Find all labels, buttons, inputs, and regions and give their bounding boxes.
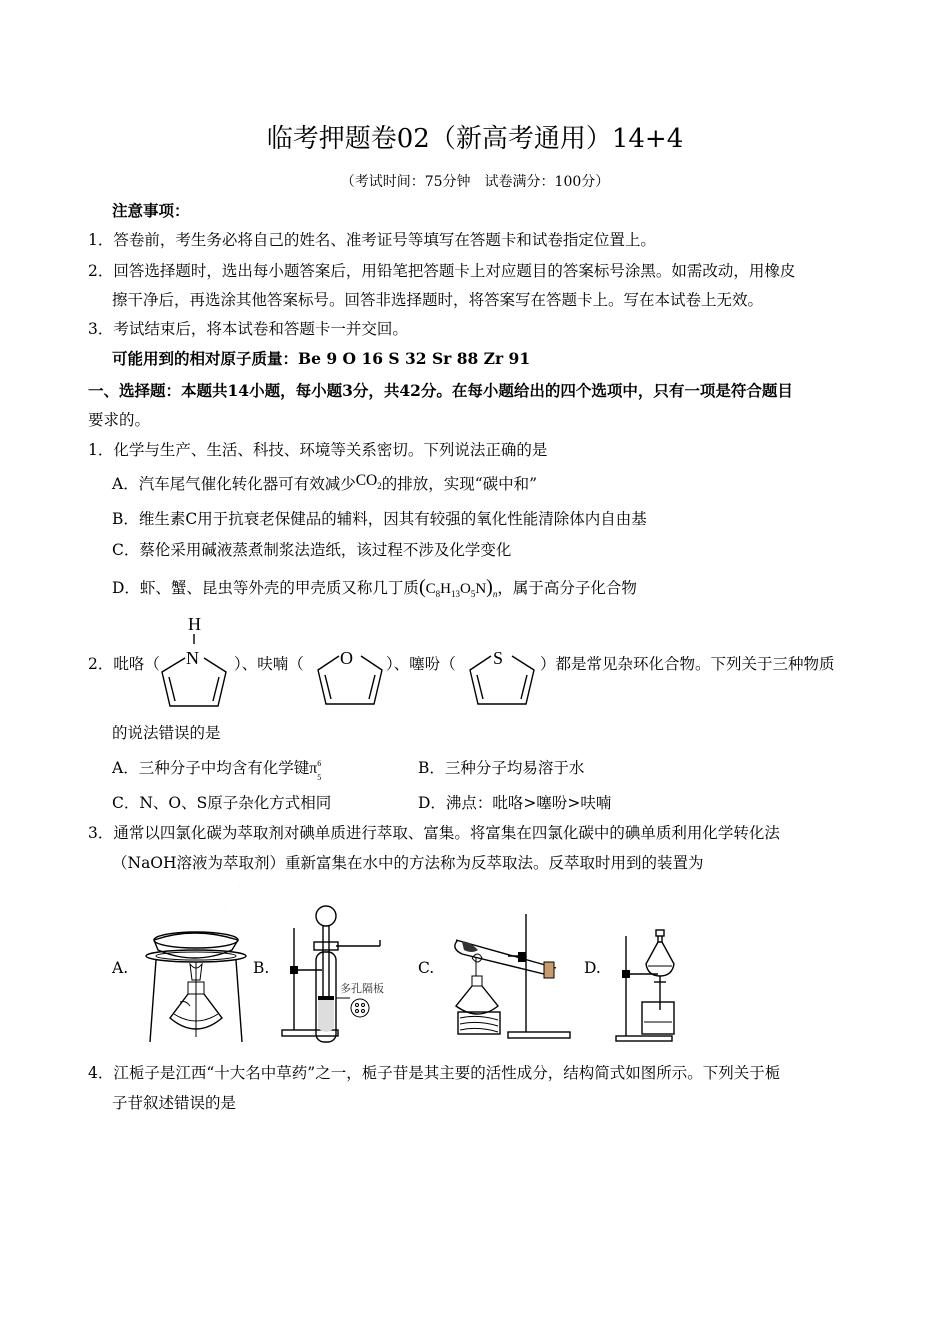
q2-option-d: D．沸点：吡咯>噻吩>呋喃 (418, 794, 612, 812)
evaporation-apparatus-image (140, 882, 250, 1047)
q3-option-c-label: C. (418, 959, 435, 977)
q4-stem: 4．江栀子是江西“十大名中草药”之一，栀子苷是其主要的活性成分，结构简式如图所示。下列关于栀 (88, 1064, 781, 1082)
porous-plate-label: 多孔隔板 (340, 982, 384, 995)
q4-stem-cont: 子苷叙述错误的是 (112, 1094, 237, 1112)
notice-heading: 注意事项： (112, 201, 190, 220)
q3-stem: 3．通常以四氯化碳为萃取剂对碘单质进行萃取、富集。将富集在四氯化碳中的碘单质利用化学转化法 (88, 824, 780, 842)
separatory-funnel-apparatus-image (612, 928, 682, 1043)
q2-option-c: C．N、O、S原子杂化方式相同 (112, 794, 332, 812)
q2-num: 2．吡咯（ (88, 655, 160, 673)
q3-option-a-label: A. (112, 959, 129, 977)
furan-structure (314, 640, 394, 715)
notice-item-2: 2．回答选择题时，选出每小题答案后，用铅笔把答题卡上对应题目的答案标号涂黑。如需改动，用橡皮 (88, 262, 796, 280)
chitin-formula: $(C_8H_{13}O_5N)_n$ (418, 576, 498, 599)
section-heading: 一、选择题：本题共14小题，每小题3分，共42分。在每小题给出的四个选项中，只有一项是符合题目 (88, 381, 793, 400)
q2-mid1: ）、呋喃（ (234, 655, 304, 673)
gas-generator-apparatus-image (280, 900, 400, 1040)
atomic-mass: 可能用到的相对原子质量：Be 9 O 16 S 32 Sr 88 Zr 91 (112, 349, 531, 368)
q2-mid2: ）、噻吩（ (386, 655, 456, 673)
q2-option-b: B．三种分子均易溶于水 (418, 759, 585, 777)
q2-option-a: A．三种分子中均含有化学键π 6 5 (112, 759, 322, 782)
q2-stem-cont: 的说法错误的是 (112, 724, 221, 742)
notice-item-2-cont: 擦干净后，再选涂其他答案标号。回答非选择题时，将答案写在答题卡上。写在本试卷上无效。 (112, 291, 764, 309)
q3-option-d-label: D. (584, 959, 601, 977)
exam-info: （考试时间：75分钟 试卷满分：100分） (340, 174, 610, 190)
notice-item-3: 3．考试结束后，将本试卷和答题卡一并交回。 (88, 320, 408, 338)
pyrrole-n-atom: N (186, 648, 199, 668)
pyrrole-h-atom: H (188, 614, 201, 634)
q1-option-c: C．蔡伦采用碱液蒸煮制浆法造纸，该过程不涉及化学变化 (112, 541, 512, 559)
thiophene-structure (466, 640, 546, 715)
page-title: 临考押题卷02（新高考通用）14+4 (266, 124, 684, 154)
q1-option-b: B．维生素C用于抗衰老保健品的辅料，因其有较强的氧化性能清除体内自由基 (112, 510, 647, 528)
furan-o-atom: O (340, 648, 353, 668)
test-tube-heating-apparatus-image (448, 910, 578, 1040)
q2-tail: ）都是常见杂环化合物。下列关于三种物质 (540, 655, 835, 673)
thiophene-s-atom: S (493, 648, 504, 668)
q1-stem: 1．化学与生产、生活、科技、环境等关系密切。下列说法正确的是 (88, 441, 548, 459)
q3-stem-cont: （NaOH溶液为萃取剂）重新富集在水中的方法称为反萃取法。反萃取时用到的装置为 (112, 854, 704, 872)
notice-item-1: 1．答卷前，考生务必将自己的姓名、准考证号等填写在答题卡和试卷指定位置上。 (88, 231, 656, 249)
q3-option-b-label: B. (253, 959, 270, 977)
q1-option-d: D．虾、蟹、昆虫等外壳的甲壳质又称几丁质$(C_8H_{13}O_5N)_n$，属于高分子化合物 (112, 576, 637, 599)
q1-option-a: A．汽车尾气催化转化器可有效减少$CO_2$的排放，实现“碳中和” (112, 472, 538, 493)
section-heading-cont: 要求的。 (88, 411, 151, 429)
pyrrole-structure (158, 612, 238, 712)
